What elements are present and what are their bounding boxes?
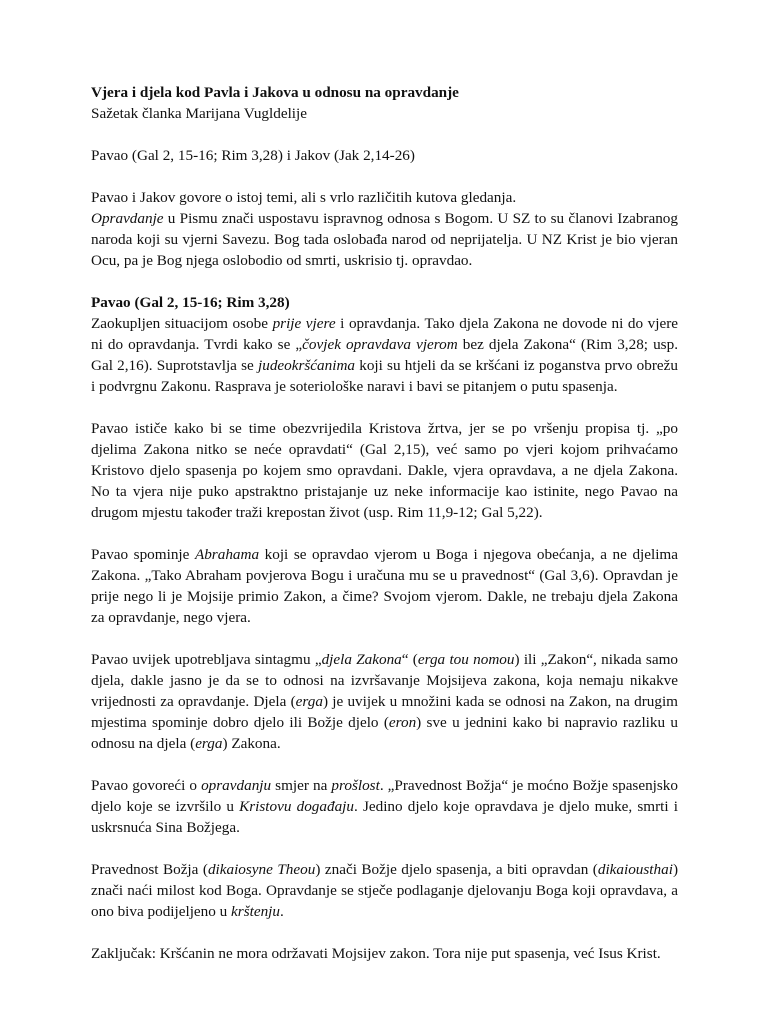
- text-run: ) znači naći milost kod Boga. Opravdanje se stječe podlaganje djelovanju Boga koji opravdava, a ono biva podijeljeno u: [91, 861, 678, 920]
- scope-line: Pavao (Gal 2, 15-16; Rim 3,28) i Jakov (Jak 2,14-26): [91, 147, 415, 164]
- text-run: Pavao spominje: [91, 546, 195, 563]
- text-run: ) sve u jednini kako bi napravio razliku u odnosu na djela (: [91, 714, 679, 752]
- text-run: smjer na: [271, 777, 332, 794]
- italic-run: djela Zakona: [321, 651, 402, 668]
- text-run: Pravednost Božja (: [91, 861, 208, 878]
- text-run: . „Pravednost Božja“ je moćno Božje spasenjsko djelo koje se izvršilo u: [91, 777, 678, 815]
- text-run: i opravdanja. Tako djela Zakona ne dovode ni do vjere ni do opravdanja. Tvrdi kako se „: [91, 315, 679, 353]
- conclusion: Zaključak: Kršćanin ne mora održavati Mojsijev zakon. Tora nije put spasenja, već Isus Krist.: [91, 945, 661, 962]
- text-run: .: [279, 903, 284, 920]
- italic-run: erga: [295, 693, 323, 710]
- paragraph-1: [91, 313, 678, 397]
- italic-run: čovjek opravdava vjerom: [302, 336, 458, 353]
- italic-run: judeokršćanima: [258, 357, 356, 374]
- text-run: ) Zakona.: [222, 735, 281, 752]
- italic-run: opravdanju: [201, 777, 272, 794]
- paragraph-4: [91, 649, 678, 754]
- italic-run: erga tou nomou: [417, 651, 515, 668]
- text-run: Pavao govoreći o: [91, 777, 202, 794]
- italic-run: krštenju: [231, 903, 280, 920]
- document-subtitle: Sažetak članka Marijana Vugldelije: [91, 105, 307, 122]
- italic-run: Kristovu događaju: [239, 798, 354, 815]
- text-run: ) je uvijek u množini kada se odnosi na Zakon, na drugim mjestima spominje dobro djelo ili Božje djelo (: [91, 693, 678, 731]
- text-run: ) znači Božje djelo spasenja, a biti opravdan (: [315, 861, 598, 878]
- document-title: Vjera i djela kod Pavla i Jakova u odnosu na opravdanje: [91, 84, 459, 101]
- intro-line: Pavao i Jakov govore o istoj temi, ali s vrlo različitih kutova gledanja.: [91, 189, 517, 206]
- intro-paragraph: [91, 208, 678, 271]
- intro-text: u Pismu znači uspostavu ispravnog odnosa s Bogom. U SZ to su članovi Izabranog naroda koji su vjerni Savezu. Bog tada oslobađa narod od neprijatelja. U NZ Krist je bio vjeran Ocu, pa je Bog njega oslobodio od smrti, uskrisio tj. opravdao.: [91, 210, 678, 269]
- italic-run: dikaiousthai: [597, 861, 673, 878]
- paragraph-6: [91, 859, 678, 922]
- italic-run: Abrahama: [194, 546, 260, 563]
- text-run: “ (: [401, 651, 418, 668]
- document-body: [91, 82, 678, 964]
- text-run: koji se opravdao vjerom u Boga i njegova obećanja, a ne djelima Zakona. „Tako Abraham povjerova Bogu i uračuna mu se u pravednost“ (Gal 3,6). Opravdan je prije nego li je Mojsije primio Zakon, a čime? Svojom vjerom. Dakle, ne trebaju djela Zakona za opravdanje, nego vjera.: [91, 546, 678, 626]
- italic-run: dikaiosyne Theou: [207, 861, 316, 878]
- text-run: . Jedino djelo koje opravdava je djelo muke, smrti i uskrsnuća Sina Božjega.: [91, 798, 678, 836]
- text-run: Pavao uvijek upotrebljava sintagmu „: [91, 651, 322, 668]
- paragraph-5: [91, 775, 678, 838]
- text-run: bez djela Zakona“ (Rim 3,28; usp. Gal 2,16). Suprotstavlja se: [91, 336, 678, 374]
- italic-run: eron: [388, 714, 417, 731]
- text-run: koji su htjeli da se kršćani iz poganstva prvo obrežu i podvrgnu Zakonu. Rasprava je soteriološke naravi i bavi se pitanjem o putu spasenja.: [91, 357, 678, 395]
- italic-run: prije vjere: [272, 315, 336, 332]
- italic-run: prošlost: [331, 777, 380, 794]
- paragraph-2: Pavao ističe kako bi se time obezvrijedila Kristova žrtva, jer se po vršenju propisa tj. „po djelima Zakona nitko se neće opravdati“ (Gal 2,15), već samo po vjeri kojom prihvaćamo Kristovo djelo spasenja po kojem smo opravdani. Dakle, vjera opravdava, a ne djela Zakona. No ta vjera nije puko apstraktno pristajanje uz neke informacije kao istinite, nego Pavao na drugom mjestu također traži krepostan život (usp. Rim 11,9-12; Gal 5,22).: [91, 420, 678, 521]
- italic-run: erga: [195, 735, 223, 752]
- text-run: ) ili „Zakon“, nikada samo djela, dakle jasno je da se to odnosi na izvršavanje Mojsijeva zakona, koja nemaju nikakve vrijednosti za opravdanje. Djela (: [91, 651, 678, 710]
- paragraph-3: [91, 544, 678, 628]
- section-heading: Pavao (Gal 2, 15-16; Rim 3,28): [91, 294, 290, 311]
- intro-term: Opravdanje: [91, 210, 164, 227]
- text-run: Zaokupljen situacijom osobe: [91, 315, 273, 332]
